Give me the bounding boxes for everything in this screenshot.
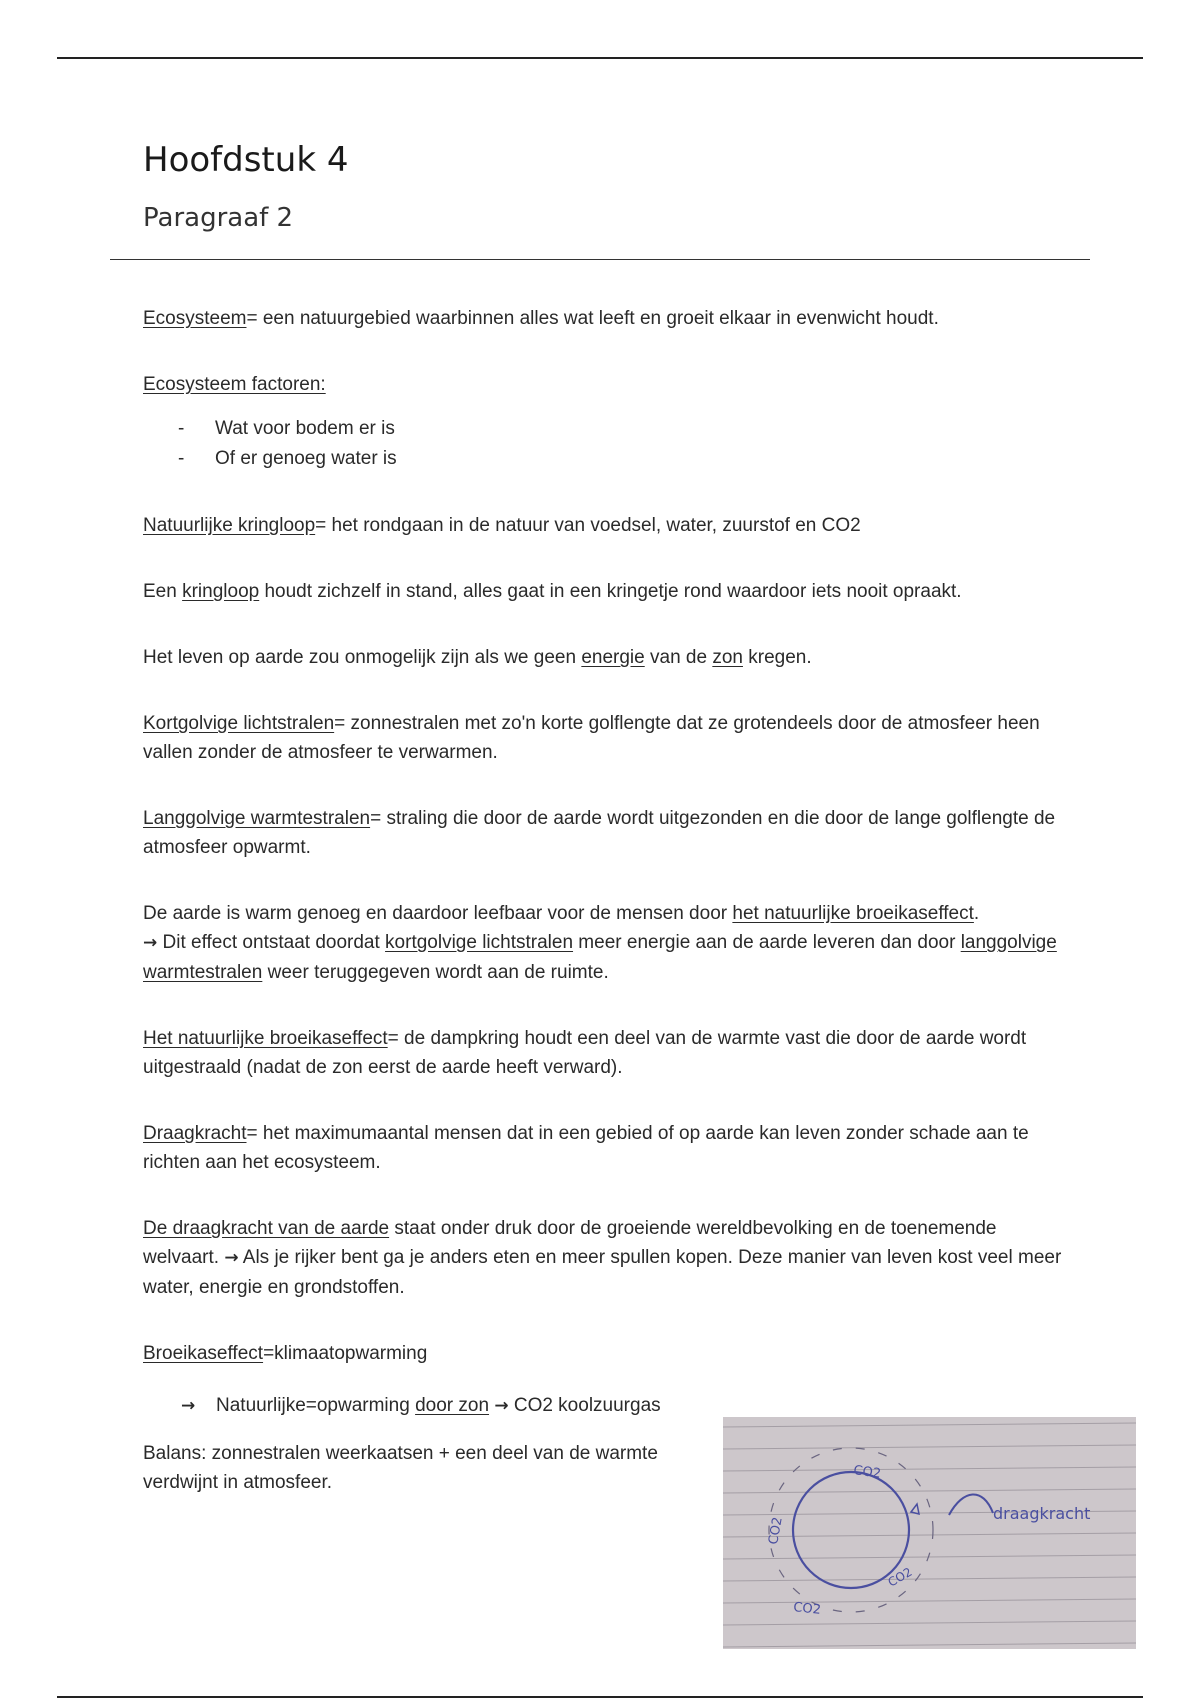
draagkracht-definition: Draagkracht= het maximumaantal mensen dat in een gebied of op aarde kan leven zonder schade aan te richten aan het ecosysteem. bbox=[143, 1123, 1029, 1173]
label-co2-top: CO2 bbox=[852, 1463, 882, 1482]
label-co2-left: CO2 bbox=[766, 1515, 786, 1546]
list-item: - Of er genoeg water is bbox=[178, 448, 397, 469]
label-co2-bottom: CO2 bbox=[792, 1600, 822, 1618]
page-title: Hoofdstuk 4 bbox=[143, 140, 349, 180]
arrow-icon: → bbox=[224, 1248, 239, 1268]
label-draagkracht: draagkracht bbox=[993, 1504, 1091, 1523]
factoren-heading: Ecosysteem factoren: bbox=[143, 374, 326, 395]
broeikaseffect-definition: Broeikaseffect=klimaatopwarming bbox=[143, 1343, 428, 1364]
kringloop-definition: Natuurlijke kringloop= het rondgaan in de natuur van voedsel, water, zuurstof en CO2 bbox=[143, 515, 861, 536]
balans-text: Balans: zonnestralen weerkaatsen + een deel van de warmte verdwijnt in atmosfeer. bbox=[143, 1443, 658, 1493]
label-co2-right: CO2 bbox=[885, 1564, 915, 1590]
cycle-circle bbox=[793, 1472, 909, 1588]
energie-text: Het leven op aarde zou onmogelijk zijn als we geen energie van de zon kregen. bbox=[143, 647, 812, 668]
heading-divider bbox=[110, 259, 1090, 260]
alpha-mark bbox=[911, 1504, 919, 1514]
list-item: - Wat voor bodem er is bbox=[178, 418, 395, 439]
top-rule bbox=[57, 57, 1143, 59]
natuurlijke-bullet: → Natuurlijke=opwarming door zon → CO2 koolzuurgas bbox=[143, 1391, 1063, 1421]
ecosysteem-definition: Ecosysteem= een natuurgebied waarbinnen alles wat leeft en groeit elkaar in evenwicht houdt. bbox=[143, 308, 939, 329]
co2-cycle-sketch bbox=[723, 1417, 1136, 1649]
arrow-bullet-icon: → bbox=[181, 1396, 196, 1416]
sketch-photo bbox=[723, 1417, 1136, 1649]
bottom-rule bbox=[57, 1696, 1143, 1698]
langgolvig-definition: Langgolvige warmtestralen= straling die door de aarde wordt uitgezonden en die door de lange golflengte de atmosfeer opwarmt. bbox=[143, 808, 1056, 858]
factoren-list bbox=[143, 414, 1063, 474]
warm-text: De aarde is warm genoeg en daardoor leefbaar voor de mensen door het natuurlijke broeikaseffect. → Dit effect ontstaat doordat kortgolvige lichtstralen meer energie aan de aarde leveren dan door langgolvige warmtestralen weer teruggegeven wordt aan de ruimte. bbox=[143, 903, 1057, 983]
ecosysteem-term: Ecosysteem bbox=[143, 308, 247, 329]
arrow-icon: → bbox=[494, 1396, 509, 1416]
document-body bbox=[143, 304, 1063, 1534]
broeikas-definition: Het natuurlijke broeikaseffect= de dampkring houdt een deel van de warmte vast die door de aarde wordt uitgestraald (nadat de zon eerst de aarde heeft verward). bbox=[143, 1028, 1027, 1078]
page-subtitle: Paragraaf 2 bbox=[143, 203, 294, 233]
arrow-to-draagkracht bbox=[949, 1494, 993, 1515]
draagkracht-aarde-text: De draagkracht van de aarde staat onder druk door de groeiende wereldbevolking en de toenemende welvaart. → Als je rijker bent ga je anders eten en meer spullen kopen. Deze manier van leven kost veel meer water, energie en grondstoffen. bbox=[143, 1218, 1062, 1298]
kortgolvig-definition: Kortgolvige lichtstralen= zonnestralen met zo'n korte golflengte dat ze grotendeels door de atmosfeer heen vallen zonder de atmosfeer te verwarmen. bbox=[143, 713, 1040, 763]
kringloop-text: Een kringloop houdt zichzelf in stand, alles gaat in een kringetje rond waardoor iets nooit opraakt. bbox=[143, 581, 962, 602]
arrow-icon: → bbox=[143, 933, 158, 953]
